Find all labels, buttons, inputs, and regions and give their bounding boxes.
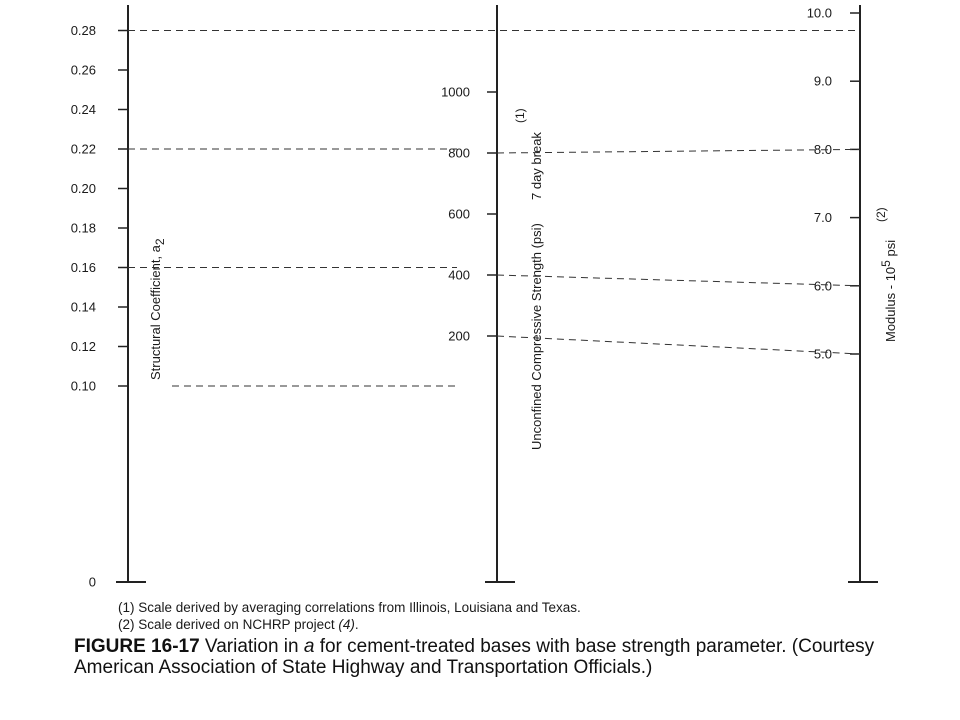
mod-tick-label: 10.0 [806, 5, 832, 21]
sc-tick-label: 0.12 [70, 339, 96, 354]
ucs-tick-label: 600 [448, 206, 470, 222]
mod-tick-label: 7.0 [813, 210, 832, 226]
axis-titles [148, 108, 898, 450]
reference-lines [128, 31, 860, 387]
sc-tick-label: 0.26 [70, 62, 96, 78]
sc-tick-label: 0.14 [70, 299, 96, 315]
structural-coefficient-title: Structural Coefficient, a2 [148, 238, 167, 380]
modulus-title: Modulus - 105 psi [879, 239, 898, 342]
ucs-tick-label: 1000 [441, 84, 470, 100]
modulus-axis [807, 5, 878, 582]
figure-caption: FIGURE 16-17 Variation in a for cement-treated bases with base strength parameter. (Courtesy American Association of State Highway and Transportation Officials.) [74, 636, 875, 678]
reference-line [497, 149, 860, 153]
sc-tick-label: 0.28 [70, 23, 96, 38]
ucs-tick-label: 200 [448, 328, 470, 344]
sc-tick-label: 0.20 [70, 181, 96, 196]
mod-tick-label: 8.0 [813, 141, 832, 157]
note-ref-2: (2) [874, 207, 888, 222]
sc-tick-label: 0.10 [70, 378, 96, 394]
sc-tick-label: 0.22 [70, 141, 96, 157]
reference-line [497, 336, 860, 354]
sc-tick-label: 0 [88, 574, 96, 590]
mod-tick-label: 9.0 [813, 73, 832, 89]
figure-number: FIGURE 16-17 [74, 636, 200, 657]
sc-tick-label: 0.16 [70, 260, 96, 275]
ucs-tick-label: 800 [448, 145, 470, 161]
mod-tick-label: 6.0 [813, 278, 832, 294]
compressive-strength-axis [441, 5, 515, 582]
footnotes [118, 599, 581, 633]
note-ref-1: (1) [513, 108, 527, 123]
seven-day-break-label: 7 day break [529, 132, 544, 200]
reference-line [497, 275, 860, 286]
caption-symbol: a [303, 636, 315, 657]
structural-coefficient-axis [71, 5, 146, 590]
footnote-2: (2) Scale derived on NCHRP project (4). [118, 617, 359, 632]
footnote-1: (1) Scale derived by averaging correlations from Illinois, Louisiana and Texas. [118, 600, 581, 615]
ucs-tick-label: 400 [448, 267, 470, 283]
sc-tick-label: 0.18 [70, 220, 96, 236]
sc-tick-label: 0.24 [70, 102, 96, 117]
mod-tick-label: 5.0 [813, 346, 832, 362]
compressive-strength-title: Unconfined Compressive Strength (psi) [529, 223, 544, 450]
